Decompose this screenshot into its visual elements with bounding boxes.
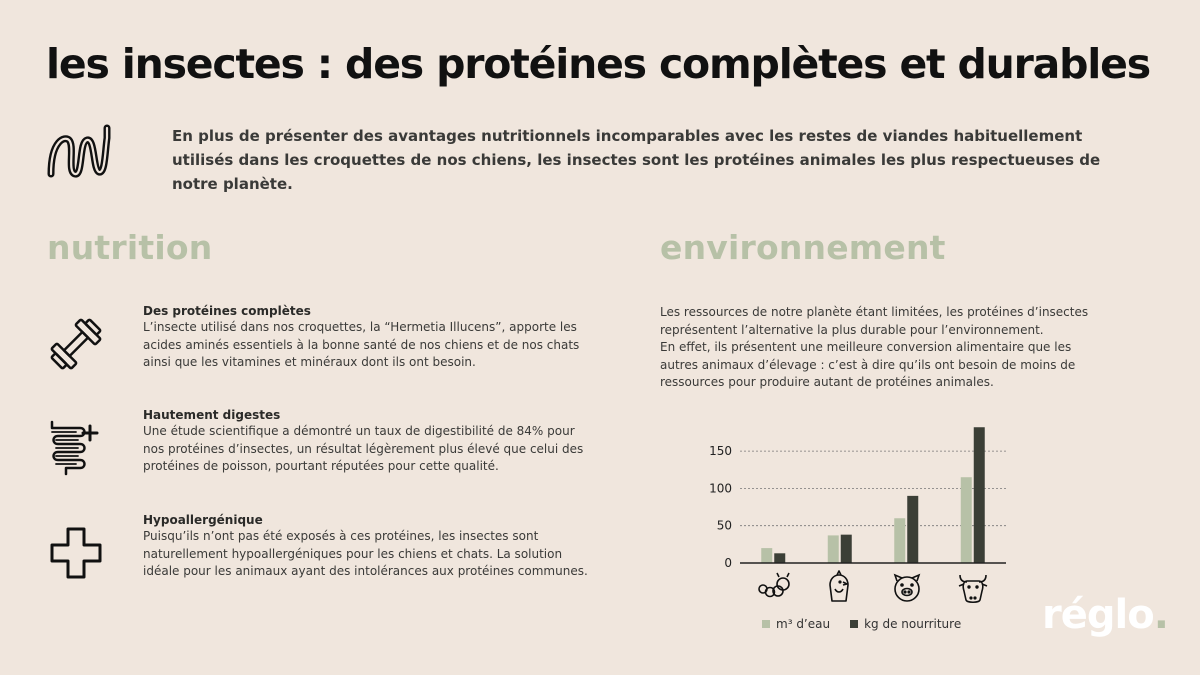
dumbbell-icon (46, 314, 106, 374)
bar-poulet-water (828, 535, 839, 563)
intro-text: En plus de présenter des avantages nutritionnels incomparables avec les restes de viandes habituellement utilisés dans les croquettes de nos chiens, les insectes sont les protéines animales les plus respectueuses de notre planète. (172, 127, 1101, 193)
brand-logo (1042, 592, 1168, 638)
bar-porc-food (907, 496, 918, 563)
bar-poulet-food (841, 535, 852, 563)
environment-paragraph: Les ressources de notre planète étant limitées, les protéines d’insectes représentent l’alternative la plus durable pour l’environnement. (660, 305, 1089, 337)
bar-insectes-food (774, 553, 785, 563)
pig-icon (895, 575, 919, 601)
feature-body: Puisqu’ils n’ont pas été exposés à ces protéines, les insectes sont naturellement hypoallergéniques pour les chiens et chats. La solution idéale pour les animaux ayant des intolérances aux protéines communes. (143, 529, 588, 578)
medical-cross-icon (46, 523, 106, 583)
chicken-icon (830, 571, 848, 601)
larva-icon (45, 122, 121, 188)
y-tick-label: 100 (709, 481, 732, 496)
environment-text (660, 304, 1100, 392)
environment-paragraph: En effet, ils présentent une meilleure conversion alimentaire que les autres animaux d’élevage : c’est à dire qu’ils ont besoin de moins de ressources pour produire autant de protéines animales. (660, 340, 1076, 389)
bar-porc-water (894, 518, 905, 563)
y-tick-label: 0 (724, 556, 732, 570)
environment-heading: environnement (660, 228, 946, 267)
chart-legend (762, 617, 961, 631)
brand-dot: . (1153, 592, 1168, 638)
legend-swatch-food (850, 620, 858, 628)
resource-bar-chart (700, 425, 1020, 610)
bar-bœuf-water (961, 477, 972, 563)
insect-icon (759, 573, 789, 597)
feature-body: L’insecte utilisé dans nos croquettes, la “Hermetia Illucens”, apporte les acides aminés essentiels à la bonne santé de nos chiens et de nos chats ainsi que les vitamines et minéraux dont ils ont besoin. (143, 320, 580, 369)
feature-title: Hypoallergénique (143, 513, 263, 527)
feature-title: Des protéines complètes (143, 304, 311, 318)
legend-label-water: m³ d’eau (776, 617, 831, 631)
intestine-icon (46, 418, 106, 478)
bar-insectes-water (761, 548, 772, 563)
legend-label-food: kg de nourriture (864, 617, 962, 631)
y-tick-label: 150 (709, 444, 732, 459)
cow-icon (959, 575, 987, 602)
page-title: les insectes : des protéines complètes et durables (46, 40, 1150, 88)
nutrition-heading: nutrition (47, 228, 213, 267)
legend-swatch-water (762, 620, 770, 628)
brand-name: réglo (1042, 592, 1154, 638)
bar-bœuf-food (974, 427, 985, 563)
feature-title: Hautement digestes (143, 408, 281, 422)
feature-body: Une étude scientifique a démontré un taux de digestibilité de 84% pour nos protéines d’insectes, un résultat légèrement plus élevé que celui des protéines de poisson, pourtant réputées pour cette qualité. (143, 424, 584, 473)
y-tick-label: 50 (716, 518, 732, 533)
